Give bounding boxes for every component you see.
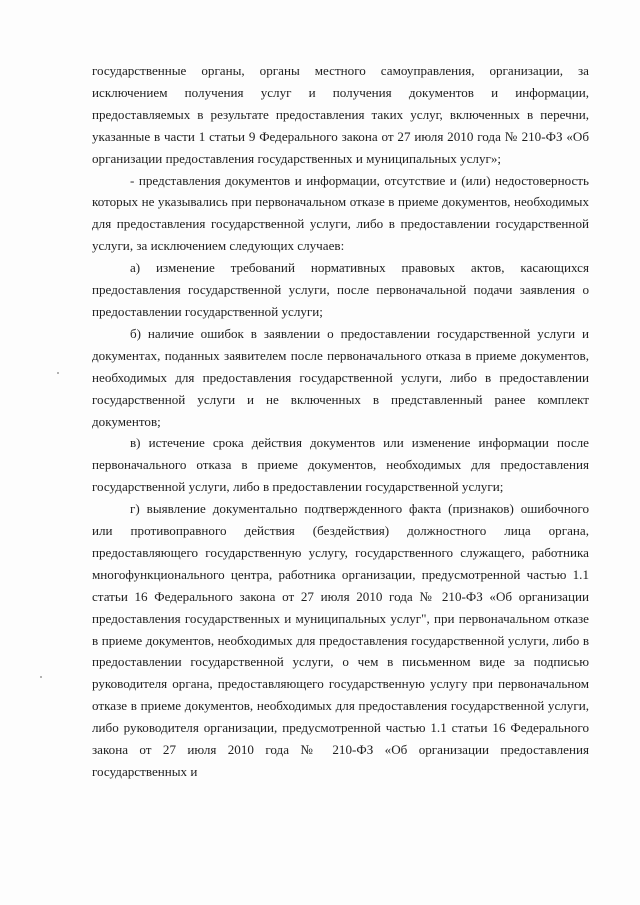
paragraph: б) наличие ошибок в заявлении о предоставлении государственной услуги и документах, поданных заявителем после первоначального отказа в приеме документов, необходимых для предоставления государственной услуги, либо в предоставлении государственной услуги и не включенных в представленный ранее комплект документов; (92, 325, 589, 429)
paragraph: - представления документов и информации, отсутствие и (или) недостоверность которых не указывались при первоначальном отказе в приеме документов, необходимых для предоставления государственной услуги, либо в предоставлении государственной услуги, за исключением следующих случаев: (92, 172, 589, 254)
paragraph: г) выявление документально подтвержденного факта (признаков) ошибочного или противоправного действия (бездействия) должностного лица органа, предоставляющего государственную услугу, государственного служащего, работника многофункционального центра, работника организации, предусмотренной частью 1.1 статьи 16 Федерального закона от 27 июля 2010 года № 210-ФЗ «Об организации предоставления государственных и муниципальных услуг", при первоначальном отказе в приеме документов, необходимых для предоставления государственной услуги, либо в предоставлении государственной услуги, о чем в письменном виде за подписью руководителя органа, предоставляющего государственную услугу при первоначальном отказе в приеме документов, необходимых для предоставления государственной услуги, либо руководителя организации, предусмотренной частью 1.1 статьи 16 Федерального закона от 27 июля 2010 года № 210-ФЗ «Об организации предоставления государственных и (92, 501, 589, 779)
scan-speck (57, 372, 59, 374)
paragraph: государственные органы, органы местного самоуправления, организации, за исключением получения услуг и получения документов и информации, предоставляемых в результате предоставления таких услуг, включенных в перечни, указанные в части 1 статьи 9 Федерального закона от 27 июля 2010 года № 210-ФЗ «Об организации предоставления государственных и муниципальных услуг»; (92, 63, 589, 166)
scan-speck (40, 676, 42, 678)
paragraph: в) истечение срока действия документов или изменение информации после первоначального отказа в приеме документов, необходимых для предоставления государственной услуги, либо в предоставлении государственной услуги; (92, 435, 589, 495)
paragraph: а) изменение требований нормативных правовых актов, касающихся предоставления государственной услуги, после первоначальной подачи заявления о предоставлении государственной услуги; (92, 260, 589, 319)
document-body (92, 60, 589, 783)
